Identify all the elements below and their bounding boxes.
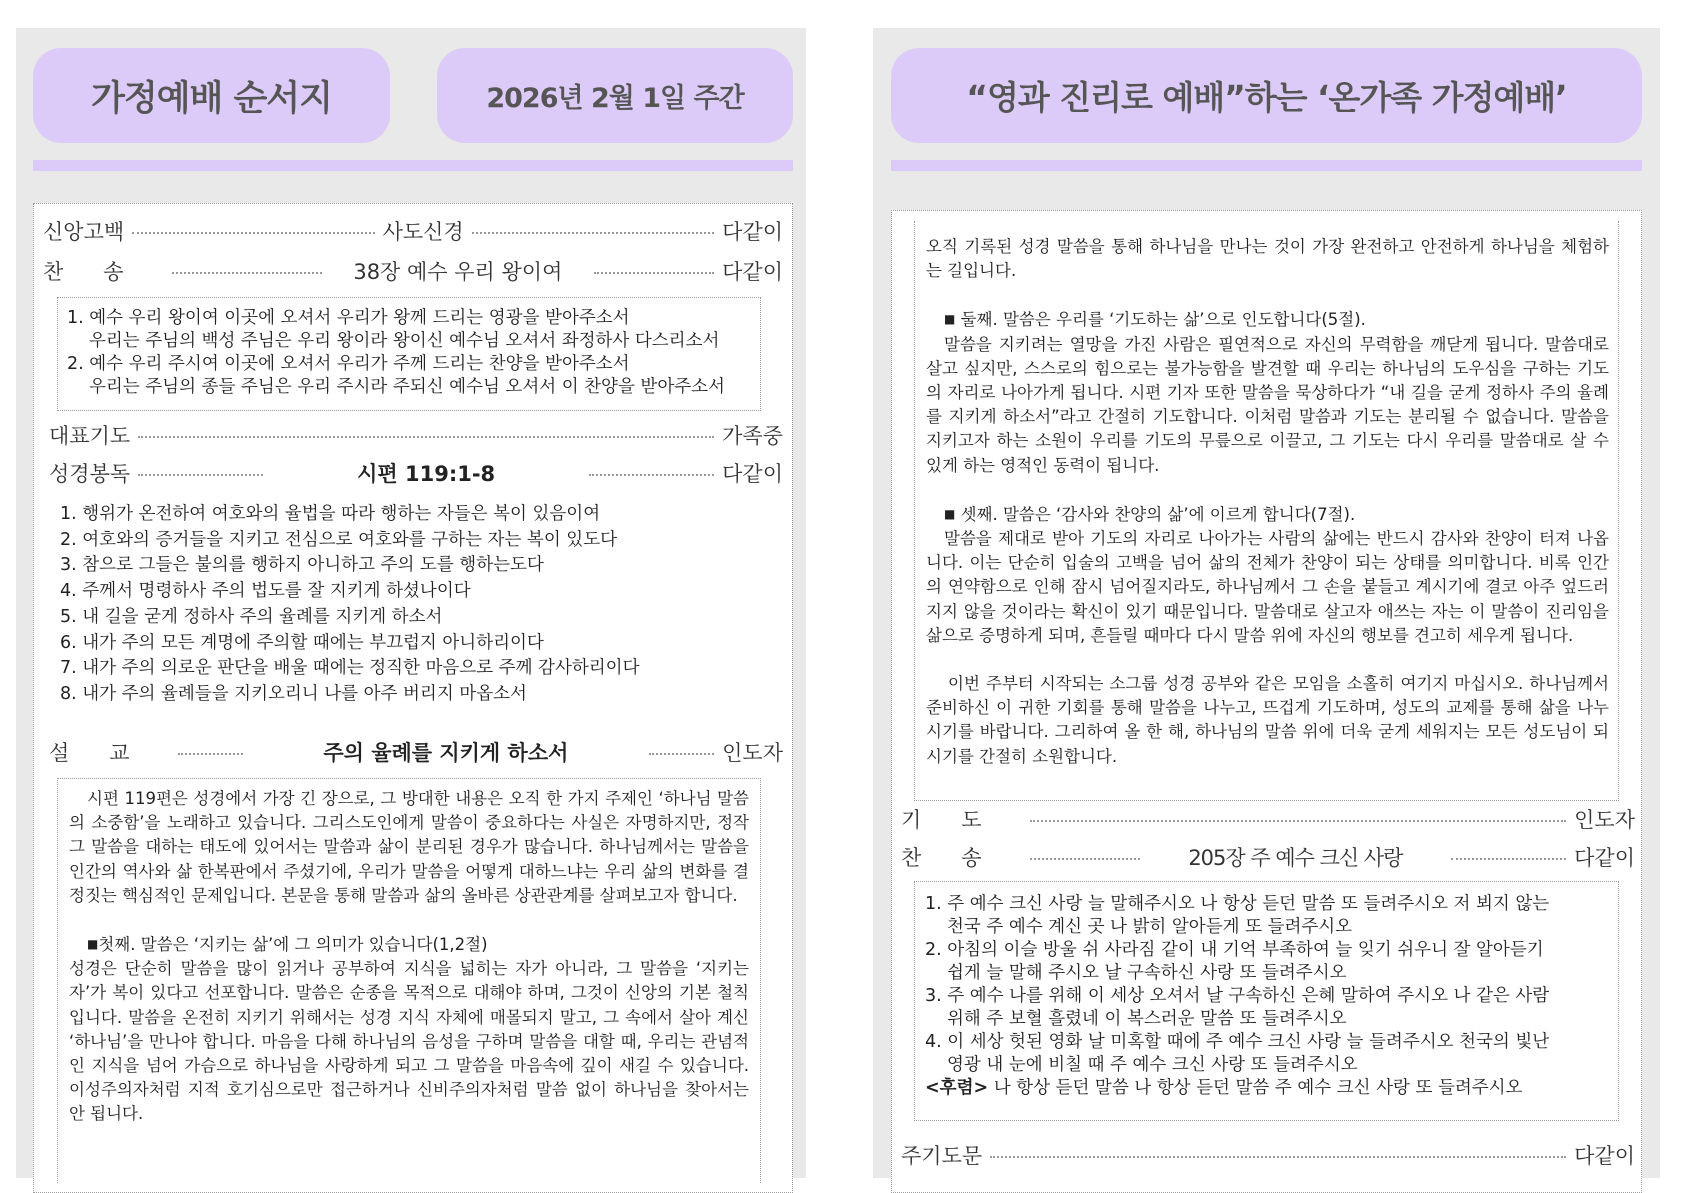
dotted-leader [138,436,714,438]
hymn-leader: 다같이 [1574,846,1635,870]
lords-prayer-row [901,1139,1635,1171]
prayer-leader: 인도자 [1574,808,1635,832]
lyric-line: 쉽게 늘 말해 주시오 날 구속하신 사랑 또 들려주시오 [947,963,1347,983]
point-heading: ■첫째. 말씀은 ‘지키는 삶’에 그 의미가 있습니다(1,2절) [87,935,488,955]
dotted-leader [594,272,714,274]
week-date: 2026년 2월 1일 주간 [486,83,744,114]
verse: 6. 내가 주의 모든 계명에 주의할 때에는 부끄럽지 아니하리이다 [60,632,544,653]
sermon-continued-box [891,210,1642,1193]
lyric-line: 천국 주 예수 계신 곳 나 밝히 알아듣게 또 들려주시오 [947,917,1353,937]
reading-label: 성경봉독 [49,462,131,486]
hymn-title: 38장 예수 우리 왕이여 [353,260,563,284]
creed-leader: 다같이 [722,220,784,244]
lyric-line: 2. 예수 우리 주시여 이곳에 오셔서 우리가 주께 드리는 찬양을 받아주소서 [67,354,630,374]
lyric-line: 4. 이 세상 헛된 영화 날 미혹할 때에 주 예수 크신 사랑 늘 들려주시오 천국의 빛난 [925,1032,1550,1052]
prayer-label: 대표기도 [49,424,131,448]
dotted-leader [649,753,714,755]
reading-passage: 시편 119:1-8 [357,462,496,486]
reading-row [49,458,783,488]
point-body-continued: 오직 기록된 성경 말씀을 통해 하나님을 만나는 것이 가장 완전하고 안전하게 하나님을 체험하는 길입니다. [926,237,1609,281]
dotted-leader [178,753,243,755]
hymn-lyrics [67,307,725,399]
sermon-continued-text-box [914,221,1619,801]
refrain-line [925,1077,1549,1100]
title-underline [891,160,1642,171]
lords-prayer-label: 주기도문 [901,1144,983,1168]
right-page [873,28,1660,1178]
hymn-row [901,841,1635,873]
hymn-title: 205장 주 예수 크신 사랑 [1188,846,1403,870]
hymn-label: 찬송 [901,846,1022,870]
lyric-line: 위해 주 보혈 흘렸네 이 복스러운 말씀 또 들려주시오 [947,1009,1347,1029]
point-body: 성경은 단순히 말씀을 많이 읽거나 공부하여 지식을 넓히는 자가 아니라, 그 말씀을 ‘지키는 자’가 복이 있다고 선포합니다. 말씀은 순종을 목적으로 대해야 하며, 그것이 신앙의 기본 철칙입니다. 말씀을 온전히 지키기 위해서는 성경 지식 자체에 매몰되지 말고, 그 속에서 살아 계신 ‘하나님’을 만나야 합니다. 마음을 다해 하나님의 음성을 구하며 말씀을 대할 때, 우리는 관념적인 지식을 넘어 가슴으로 하나님을 사랑하게 되고 그 말씀을 마음속에 깊이 새길 수 있습니다. 이성주의자처럼 지적 호기심으로만 접근하거나 신비주의자처럼 말씀 없이 하나님을 찾아서는 안 됩니다. [69,959,749,1124]
lyric-line: 3. 주 예수 나를 위해 이 세상 오셔서 날 구속하신 은혜 말하여 주시오 나 같은 사람 [925,986,1550,1006]
left-page [16,28,806,1178]
order-box [33,203,793,1193]
dotted-leader [589,474,714,476]
reading-leader: 다같이 [722,462,783,486]
verse: 7. 내가 주의 의로운 판단을 배울 때에는 정직한 마음으로 주께 감사하리이다 [60,658,640,679]
point-heading: ■ 셋째. 말씀은 ‘감사와 찬양의 삶’에 이르게 합니다(7절). [944,504,1356,524]
lyric-line: 2. 아침의 이슬 방울 쉬 사라짐 같이 내 기억 부족하여 늘 잊기 쉬우니 잘 알아듣기 [925,940,1544,960]
sermon-intro: 시편 119편은 성경에서 가장 긴 장으로, 그 방대한 내용은 오직 한 가지 주제인 ‘하나님 말씀의 소중함’을 노래하고 있습니다. 그리스도인에게 말씀이 중요하다는 사실은 자명하지만, 정작 그 말씀을 대하는 태도에 있어서는 말씀과 삶이 분리된 경우가 많습니다. 하나님께서는 말씀을 인간의 역사와 삶 한복판에서 주셨기에, 우리가 말씀을 어떻게 대하느냐는 우리 삶의 변화를 결정짓는 핵심적인 문제입니다. 본문을 통해 말씀과 삶의 올바른 상관관계를 살펴보고자 합니다. [69,789,749,905]
lyric-line: 영광 내 눈에 비칠 때 주 예수 크신 사랑 또 들려주시오 [947,1055,1358,1075]
lyric-line: 우리는 주님의 종들 주님은 우리 주시라 주되신 예수님 오셔서 이 찬양을 받아주소서 [89,377,725,397]
dotted-leader [1030,858,1140,860]
scripture-verses [60,502,639,708]
sermon-row [49,736,783,768]
sermon-title: 주의 율례를 지키게 하소서 [323,741,569,765]
refrain-label: <후렴> [925,1078,989,1098]
dotted-leader [132,232,374,234]
lyric-line: 1. 주 예수 크신 사랑 늘 말해주시오 나 항상 듣던 말씀 또 들려주시오 저 뵈지 않는 [925,894,1550,914]
refrain-text: 나 항상 듣던 말씀 나 항상 듣던 말씀 주 예수 크신 사랑 또 들려주시오 [993,1078,1523,1098]
theme-title: “영과 진리로 예배”하는 ‘온가족 가정예배’ [966,78,1567,117]
dotted-leader [1451,858,1566,860]
creed-name: 사도신경 [382,220,464,244]
hymn-lyrics-box [914,881,1619,1121]
bullet-square-icon: ■ [944,312,956,327]
lords-prayer-leader: 다같이 [1574,1144,1635,1168]
hymn-leader: 다같이 [722,260,783,284]
verse: 5. 내 길을 굳게 정하사 주의 율례를 지키게 하소서 [60,606,443,627]
hymn-lyrics [925,893,1549,1100]
sermon-closing: 이번 주부터 시작되는 소그룹 성경 공부와 같은 모임을 소홀히 여기지 마십시오. 하나님께서 준비하신 이 귀한 기회를 통해 말씀을 나누고, 뜨겁게 기도하며, 성도의 교제를 통해 삶을 나누시기를 바랍니다. 그리하여 올 한 해, 하나님의 말씀 위에 더욱 굳게 세워지는 모든 성도님이 되시기를 간절히 소원합니다. [926,674,1609,766]
theme-title-pill [891,48,1642,143]
sermon-text [69,787,749,1127]
creed-row [43,216,783,246]
sermon-box [57,778,761,1183]
dotted-leader [990,1156,1566,1158]
hymn-row [43,256,783,286]
page-title: 가정예배 순서지 [91,78,332,119]
prayer-label: 기도 [901,808,1022,832]
title-underline [33,160,793,171]
lyric-line: 1. 예수 우리 왕이여 이곳에 오셔서 우리가 왕께 드리는 영광을 받아주소서 [67,308,630,328]
dotted-leader [1030,820,1567,822]
bullet-square-icon: ■ [944,506,956,521]
dotted-leader [138,474,263,476]
bullet-square-icon: ■ [87,937,99,952]
creed-label: 신앙고백 [43,220,125,244]
point-body: 말씀을 제대로 받아 기도의 자리로 나아가는 사람의 삶에는 반드시 감사와 찬양이 터져 나옵니다. 이는 단순히 입술의 고백을 넘어 삶의 전체가 찬양이 되는 상태를 의미합니다. 비록 인간의 연약함으로 인해 잠시 넘어질지라도, 하나님께서 그 손을 붙들고 계시기에 결코 아주 엎드러지지 않을 것이라는 확신이 있기 때문입니다. 말씀대로 살고자 애쓰는 자는 이 말씀이 진리임을 삶으로 증명하게 되며, 흔들릴 때마다 다시 말씀 위에 자신의 행보를 견고히 세우게 됩니다. [926,529,1609,645]
verse: 8. 내가 주의 율례들을 지키오리니 나를 아주 버리지 마옵소서 [60,683,527,704]
prayer-row [901,803,1635,835]
lyric-line: 우리는 주님의 백성 주님은 우리 왕이라 왕이신 예수님 오셔서 좌정하사 다스리소서 [89,331,720,351]
verse: 4. 주께서 명령하사 주의 법도를 잘 지키게 하셨나이다 [60,581,471,602]
verse: 2. 여호와의 증거들을 지키고 전심으로 여호와를 구하는 자는 복이 있도다 [60,529,618,550]
prayer-row [49,420,783,450]
sermon-text [926,235,1609,769]
page-title-pill [33,48,390,143]
dotted-leader [472,232,714,234]
point-body: 말씀을 지키려는 열망을 가진 사람은 필연적으로 자신의 무력함을 깨닫게 됩니다. 말씀대로 살고 싶지만, 스스로의 힘으로는 불가능함을 발견할 때 우리는 하나님의 도우심을 구하는 기도의 자리로 나아가게 됩니다. 시편 기자 또한 말씀을 묵상하다가 “내 길을 굳게 정하사 주의 율례를 지키게 하소서”라고 간절히 기도합니다. 이처럼 말씀과 기도는 분리될 수 없습니다. 말씀을 지키고자 하는 소원이 우리를 기도의 무릎으로 이끌고, 그 기도는 다시 우리를 말씀대로 살 수 있게 하는 영적인 동력이 됩니다. [926,334,1609,475]
verse: 3. 참으로 그들은 불의를 행하지 아니하고 주의 도를 행하는도다 [60,555,544,576]
hymn-lyrics-box [57,297,761,411]
hymn-label: 찬송 [43,260,164,284]
verse: 1. 행위가 온전하여 여호와의 율법을 따라 행하는 자들은 복이 있음이여 [60,504,601,524]
dotted-leader [172,272,322,274]
point-heading: ■ 둘째. 말씀은 우리를 ‘기도하는 삶’으로 인도합니다(5절). [944,310,1366,330]
prayer-leader: 가족중 [722,424,783,448]
date-pill [437,48,793,143]
sermon-preacher: 인도자 [722,741,783,765]
sermon-label: 설교 [49,741,170,765]
